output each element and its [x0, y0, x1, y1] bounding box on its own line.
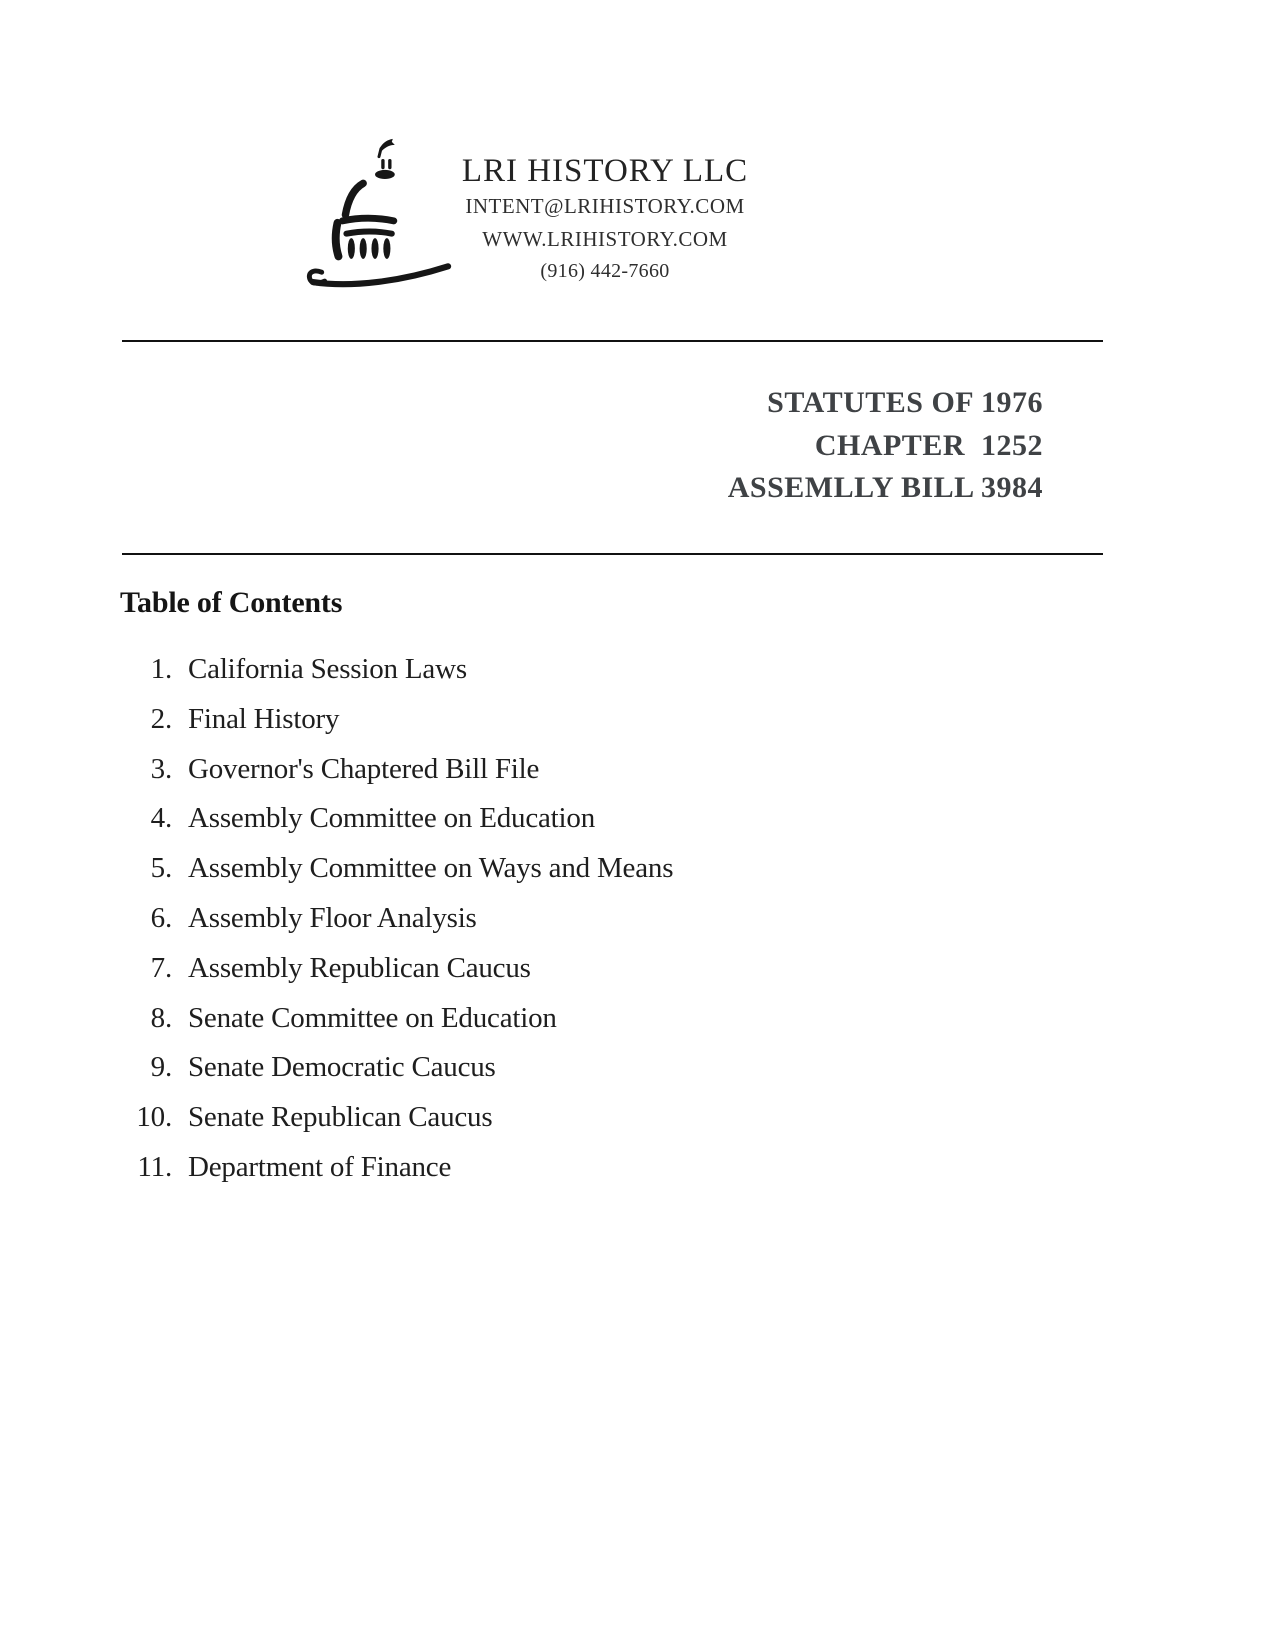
- toc-item: [120, 1043, 673, 1093]
- logo-column: [371, 238, 378, 259]
- toc-item-label: Assembly Floor Analysis: [188, 901, 477, 934]
- toc-item: [120, 695, 673, 745]
- logo-cupola: [375, 170, 395, 179]
- toc-item: [120, 745, 673, 795]
- toc-item: [120, 1143, 673, 1193]
- toc-item: [120, 944, 673, 994]
- toc-item-label: Governor's Chaptered Bill File: [188, 752, 540, 785]
- bill-reference: [0, 382, 1043, 510]
- logo-flag-pole: [379, 149, 381, 157]
- toc-item-number: 9.: [150, 1051, 172, 1084]
- statutes-line: STATUTES OF 1976: [767, 386, 1043, 419]
- company-email: INTENT@LRIHISTORY.COM: [465, 194, 745, 218]
- toc-item-label: Assembly Committee on Education: [188, 802, 595, 835]
- assembly-bill-line: ASSEMLLY BILL 3984: [727, 471, 1043, 504]
- toc-item-label: Assembly Republican Caucus: [188, 951, 531, 984]
- company-name: LRI HISTORY LLC: [461, 153, 749, 189]
- toc-item-number: 7.: [150, 951, 172, 984]
- horizontal-rule-bottom: [122, 553, 1103, 555]
- toc-item-number: 6.: [150, 901, 172, 934]
- toc-item-number: 3.: [150, 752, 172, 785]
- company-phone: (916) 442-7660: [540, 260, 670, 282]
- horizontal-rule-top: [122, 340, 1103, 342]
- toc-item-label: Department of Finance: [188, 1150, 452, 1183]
- toc-item: [120, 1093, 673, 1143]
- toc-item: [120, 794, 673, 844]
- toc-item: [120, 645, 673, 695]
- toc-item-label: Senate Committee on Education: [188, 1001, 557, 1034]
- toc-item: [120, 994, 673, 1044]
- toc-item-number: 8.: [150, 1001, 172, 1034]
- toc-item-label: Assembly Committee on Ways and Means: [188, 852, 674, 885]
- toc-item: [120, 844, 673, 894]
- logo-post: [336, 223, 339, 257]
- toc-item-number: 10.: [136, 1101, 172, 1134]
- toc-item-number: 1.: [150, 653, 172, 685]
- toc-item-label: Final History: [188, 702, 340, 735]
- logo-column: [383, 238, 390, 259]
- toc-item-label: Senate Democratic Caucus: [188, 1051, 496, 1084]
- toc-item-label: California Session Laws: [188, 653, 467, 685]
- toc-item-label: Senate Republican Caucus: [188, 1101, 493, 1134]
- logo-cornice: [342, 218, 393, 221]
- toc-item-number: 2.: [150, 702, 172, 735]
- chapter-line: CHAPTER 1252: [814, 428, 1043, 462]
- toc-title: Table of Contents: [120, 586, 343, 619]
- letterhead: [420, 152, 790, 286]
- toc-item-number: 5.: [150, 852, 172, 885]
- toc-item: [120, 894, 673, 944]
- logo-dome-base: [346, 231, 391, 233]
- logo-column: [360, 238, 367, 259]
- toc-list: [120, 645, 673, 1193]
- logo-dome-curve: [345, 183, 363, 215]
- toc-item-number: 4.: [150, 802, 172, 835]
- toc-item-number: 11.: [137, 1150, 172, 1183]
- company-website: WWW.LRIHISTORY.COM: [482, 227, 728, 251]
- logo-column: [348, 238, 355, 259]
